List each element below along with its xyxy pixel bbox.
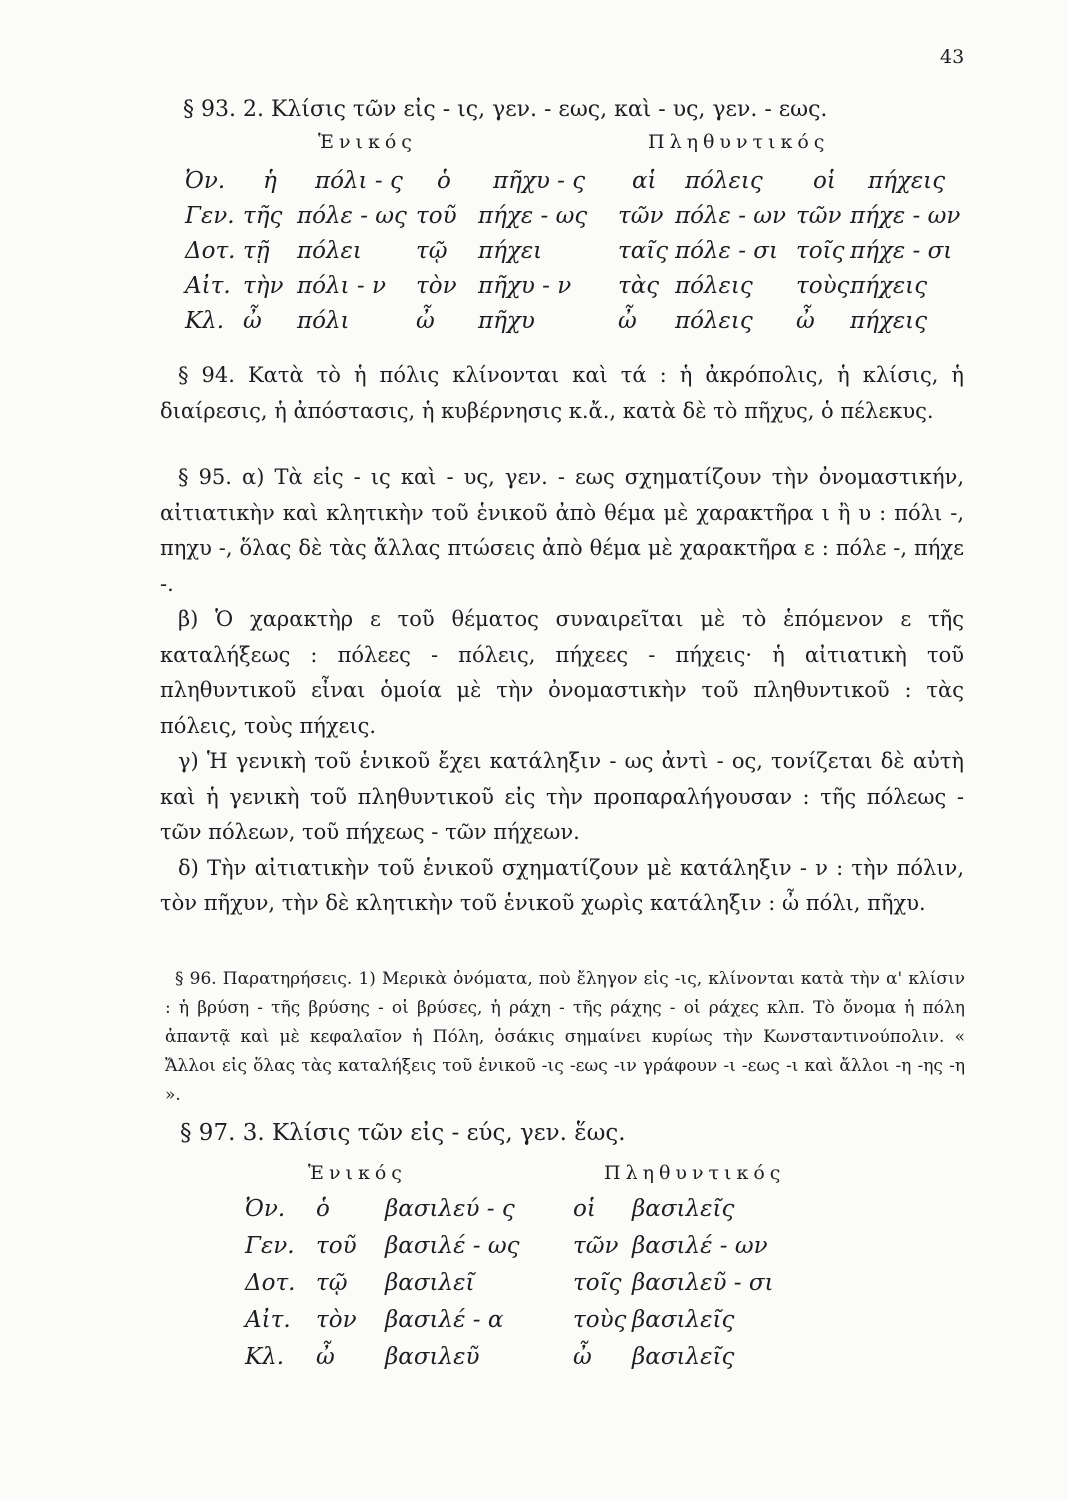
page-number: 43 [940, 46, 965, 68]
section-97-singular-label: Ἑνικός [308, 1162, 407, 1184]
word-form: πήχει [478, 238, 543, 264]
word-form: βασιλεῖς [632, 1344, 735, 1370]
article: ὁ [437, 168, 451, 194]
section-93-heading: § 93. 2. Κλίσις τῶν εἰς - ις, γεν. - εως, καὶ - υς, γεν. - εως. [183, 97, 828, 122]
article: τὰς [618, 273, 660, 299]
word-form: πόλε - ως [297, 203, 407, 229]
case-label: Αἰτ. [245, 1307, 291, 1333]
word-form: βασιλεῖς [632, 1307, 735, 1333]
word-form: πήχε - ως [478, 203, 588, 229]
article: τῶν [796, 203, 842, 229]
section-95-d: δ) Τὴν αἰτιατικὴν τοῦ ἑνικοῦ σχηματίζουν μὲ κατάληξιν - ν : τὴν πόλιν, τὸν πῆχυν, τὴν δὲ κλητικὴν τοῦ ἑνικοῦ χωρὶς κατάληξιν : ὦ πόλι, πῆχυ. [160, 855, 964, 915]
word-form: πόλε - ων [675, 203, 787, 229]
word-form: πήχε - ων [850, 203, 961, 229]
case-label: Αἰτ. [185, 273, 231, 299]
article: οἱ [573, 1196, 596, 1222]
article: ἡ [263, 168, 277, 194]
case-label: Γεν. [185, 203, 235, 229]
case-label: Ὀν. [245, 1196, 286, 1222]
article: τὸν [316, 1307, 357, 1333]
article: τοῖς [796, 238, 845, 264]
word-form: πήχεις [850, 273, 928, 299]
word-form: βασιλέ - ων [632, 1233, 768, 1259]
article: οἱ [813, 168, 836, 194]
article: τοῖς [573, 1270, 622, 1296]
word-form: πόλι - ν [297, 273, 386, 299]
section-97-plural-label: Πληθυντικός [604, 1162, 786, 1184]
article: ὦ [573, 1344, 592, 1370]
word-form: πῆχυ [478, 308, 535, 334]
article: ὦ [316, 1344, 335, 1370]
word-form: βασιλέ - α [385, 1307, 504, 1333]
section-95-paragraphs [160, 460, 964, 922]
word-form: βασιλεῦ - σι [632, 1270, 774, 1296]
word-form: βασιλεύ - ς [385, 1196, 515, 1222]
word-form: πόλεις [675, 308, 753, 334]
word-form: πόλι - ς [315, 168, 403, 194]
case-label: Δοτ. [245, 1270, 296, 1296]
article: ὦ [416, 308, 435, 334]
section-96-text: § 96. Παρατηρήσεις. 1) Μερικὰ ὀνόματα, ποὺ ἔληγον εἰς -ις, κλίνονται κατὰ τὴν α' κλίσιν : ἡ βρύση - τῆς βρύσης - οἱ βρύσες, ἡ ράχη - τῆς ράχης - οἱ ράχες κλπ. Τὸ ὄνομα ἡ πόλη ἀπαντᾷ καὶ μὲ κεφαλαῖον ἡ Πόλη, ὁσάκις σημαίνει κυρίως τὴν Κωνσταντινούπολιν. « Ἄλλοι εἰς ὅλας τὰς καταλήξεις τοῦ ἑνικοῦ -ις -εως -ιν γράφουν -ι -εως -ι καὶ ἄλλοι -η -ης -η ». [165, 969, 965, 1105]
article: τὸν [416, 273, 457, 299]
case-label: Κλ. [185, 308, 225, 334]
word-form: βασιλεῖς [632, 1196, 735, 1222]
section-95-b: β) Ὁ χαρακτὴρ ε τοῦ θέματος συναιρεῖται μὲ τὸ ἑπόμενον ε τῆς καταλήξεως : πόλεες - πόλεις, πήχεες - πήχεις· ἡ αἰτιατικὴ τοῦ πληθυντικοῦ εἶναι ὁμοία μὲ τὴν ὀνομαστικὴν τοῦ πληθυντικοῦ : τὰς πόλεις, τοὺς πήχεις. [160, 607, 964, 738]
article: ὦ [243, 308, 262, 334]
article: τῆς [243, 203, 283, 229]
article: τῶν [573, 1233, 619, 1259]
article: τοὺς [573, 1307, 627, 1333]
article: ὦ [796, 308, 815, 334]
section-93-singular-label: Ἑνικός [318, 131, 417, 153]
word-form: πήχεις [850, 308, 928, 334]
article: τῶν [618, 203, 664, 229]
article: τῇ [243, 238, 270, 264]
article: ὁ [316, 1196, 330, 1222]
word-form: πῆχυ - ν [478, 273, 572, 299]
word-form: βασιλέ - ως [385, 1233, 520, 1259]
word-form: βασιλεῦ [385, 1344, 480, 1370]
article: τοὺς [796, 273, 850, 299]
article: αἱ [632, 168, 657, 194]
word-form: πήχε - σι [850, 238, 953, 264]
word-form: πήχεις [868, 168, 946, 194]
section-96-paragraph [165, 965, 965, 1110]
word-form: πόλεις [685, 168, 763, 194]
word-form: πόλεις [675, 273, 753, 299]
case-label: Ὀν. [185, 168, 226, 194]
article: ὦ [618, 308, 637, 334]
word-form: πόλι [297, 308, 350, 334]
section-95-a: § 95. α) Τὰ εἰς - ις καὶ - υς, γεν. - εως σχηματίζουν τὴν ὀνομαστικήν, αἰτιατικὴν καὶ κλητικὴν τοῦ ἑνικοῦ ἀπὸ θέμα μὲ χαρακτῆρα ι ἢ υ : πόλι -, πηχυ -, ὅλας δὲ τὰς ἄλλας πτώσεις ἀπὸ θέμα μὲ χαρακτῆρα ε : πόλε -, πήχε -. [160, 465, 964, 596]
word-form: πῆχυ - ς [493, 168, 586, 194]
article: ταῖς [618, 238, 669, 264]
section-97-heading: § 97. 3. Κλίσις τῶν εἰς - εύς, γεν. ἕως. [180, 1120, 626, 1146]
section-94-paragraph [160, 358, 964, 429]
case-label: Γεν. [245, 1233, 295, 1259]
article: τῷ [416, 238, 448, 264]
article: τῷ [316, 1270, 348, 1296]
word-form: πόλει [297, 238, 362, 264]
section-95-c: γ) Ἡ γενικὴ τοῦ ἑνικοῦ ἔχει κατάληξιν - ως ἀντὶ - ος, τονίζεται δὲ αὐτὴ καὶ ἡ γενικὴ τοῦ πληθυντικοῦ εἰς τὴν προπαραλήγουσαν : τῆς πόλεως - τῶν πόλεων, τοῦ πήχεως - τῶν πήχεων. [160, 749, 964, 844]
article: τοῦ [316, 1233, 357, 1259]
case-label: Κλ. [245, 1344, 285, 1370]
section-94-text: § 94. Κατὰ τὸ ἡ πόλις κλίνονται καὶ τά : ἡ ἀκρόπολις, ἡ κλίσις, ἡ διαίρεσις, ἡ ἀπόστασις, ἡ κυβέρνησις κ.ἄ., κατὰ δὲ τὸ πῆχυς, ὁ πέλεκυς. [160, 363, 964, 423]
word-form: βασιλεῖ [385, 1270, 475, 1296]
article: τοῦ [416, 203, 457, 229]
section-93-plural-label: Πληθυντικός [648, 131, 830, 153]
case-label: Δοτ. [185, 238, 236, 264]
article: τὴν [243, 273, 284, 299]
word-form: πόλε - σι [675, 238, 778, 264]
